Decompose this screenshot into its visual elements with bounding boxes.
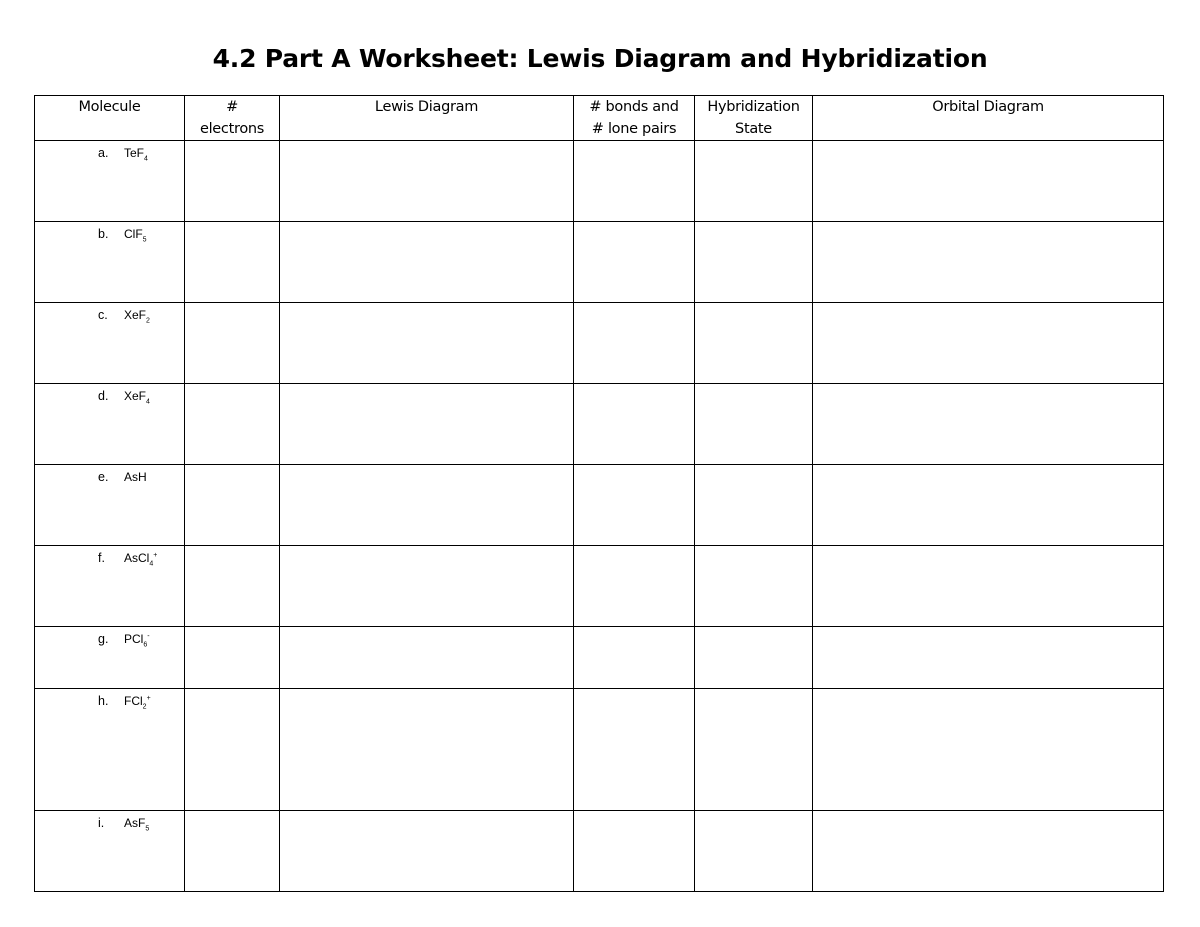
- table-row: [35, 384, 1164, 465]
- bonds-lone-pairs-cell[interactable]: [574, 303, 695, 384]
- item-letter: e.: [98, 470, 109, 484]
- orbital-diagram-cell[interactable]: [813, 141, 1164, 222]
- formula-subscript: 4: [146, 398, 150, 406]
- molecule-formula: ClF$_5$: [124, 227, 147, 244]
- hybridization-cell[interactable]: [695, 141, 813, 222]
- electrons-cell[interactable]: [185, 384, 280, 465]
- lewis-diagram-cell[interactable]: [280, 384, 574, 465]
- molecule-cell: [35, 303, 185, 384]
- table-row: [35, 627, 1164, 689]
- electrons-cell[interactable]: [185, 689, 280, 811]
- formula-charge: +: [146, 695, 151, 702]
- hybridization-cell[interactable]: [695, 546, 813, 627]
- molecule-cell: [35, 811, 185, 892]
- molecule-cell: [35, 546, 185, 627]
- bonds-lone-pairs-cell[interactable]: [574, 546, 695, 627]
- bonds-lone-pairs-cell[interactable]: [574, 141, 695, 222]
- header-lewis-diagram: Lewis Diagram: [280, 96, 574, 141]
- bonds-lone-pairs-cell[interactable]: [574, 465, 695, 546]
- hybridization-cell[interactable]: [695, 303, 813, 384]
- header-row: [35, 96, 1164, 141]
- formula-subscript: 5: [145, 825, 150, 833]
- hybridization-cell[interactable]: [695, 384, 813, 465]
- formula-subscript: 2: [142, 703, 147, 711]
- table-row: [35, 546, 1164, 627]
- molecule-formula: AsCl$_4$+: [124, 551, 158, 568]
- hybridization-cell[interactable]: [695, 689, 813, 811]
- formula-subscript: 4: [149, 560, 154, 568]
- table-row: [35, 811, 1164, 892]
- header-bonds-lone-pairs: # bonds and # lone pairs: [574, 96, 695, 141]
- hybridization-cell[interactable]: [695, 222, 813, 303]
- orbital-diagram-cell[interactable]: [813, 811, 1164, 892]
- electrons-cell[interactable]: [185, 627, 280, 689]
- bonds-lone-pairs-cell[interactable]: [574, 222, 695, 303]
- page-title: 4.2 Part A Worksheet: Lewis Diagram and Hybridization: [212, 44, 988, 73]
- molecule-cell: [35, 141, 185, 222]
- formula-subscript: 4: [144, 155, 148, 163]
- lewis-diagram-cell[interactable]: [280, 222, 574, 303]
- electrons-cell[interactable]: [185, 303, 280, 384]
- orbital-diagram-cell[interactable]: [813, 465, 1164, 546]
- item-letter: h.: [98, 694, 109, 708]
- bonds-lone-pairs-cell[interactable]: [574, 689, 695, 811]
- hybridization-cell[interactable]: [695, 465, 813, 546]
- electrons-cell[interactable]: [185, 546, 280, 627]
- molecule-formula: AsH: [124, 470, 147, 484]
- lewis-diagram-cell[interactable]: [280, 465, 574, 546]
- table-row: [35, 141, 1164, 222]
- orbital-diagram-cell[interactable]: [813, 546, 1164, 627]
- table-row: [35, 303, 1164, 384]
- molecule-cell: [35, 465, 185, 546]
- formula-charge: +: [153, 552, 158, 559]
- item-letter: g.: [98, 632, 109, 646]
- item-letter: a.: [98, 146, 109, 160]
- molecule-cell: [35, 222, 185, 303]
- bonds-lone-pairs-cell[interactable]: [574, 627, 695, 689]
- header-electrons: # electrons: [185, 96, 280, 141]
- lewis-diagram-cell[interactable]: [280, 141, 574, 222]
- header-orbital-diagram: Orbital Diagram: [813, 96, 1164, 141]
- molecule-formula: AsF$_5$: [124, 816, 150, 833]
- header-molecule: Molecule: [35, 96, 185, 141]
- formula-subscript: 6: [143, 641, 148, 649]
- electrons-cell[interactable]: [185, 222, 280, 303]
- lewis-diagram-cell[interactable]: [280, 303, 574, 384]
- electrons-cell[interactable]: [185, 141, 280, 222]
- item-letter: c.: [98, 308, 108, 322]
- orbital-diagram-cell[interactable]: [813, 303, 1164, 384]
- lewis-diagram-cell[interactable]: [280, 627, 574, 689]
- lewis-diagram-cell[interactable]: [280, 546, 574, 627]
- header-hybridization-state: Hybridization State: [695, 96, 813, 141]
- lewis-diagram-cell[interactable]: [280, 689, 574, 811]
- item-letter: i.: [98, 816, 105, 830]
- table-row: [35, 689, 1164, 811]
- orbital-diagram-cell[interactable]: [813, 627, 1164, 689]
- formula-subscript: 2: [146, 317, 150, 325]
- molecule-formula: PCl$_6$-: [124, 632, 150, 649]
- orbital-diagram-cell[interactable]: [813, 384, 1164, 465]
- hybridization-cell[interactable]: [695, 811, 813, 892]
- item-letter: b.: [98, 227, 109, 241]
- item-letter: d.: [98, 389, 109, 403]
- lewis-diagram-cell[interactable]: [280, 811, 574, 892]
- bonds-lone-pairs-cell[interactable]: [574, 811, 695, 892]
- bonds-lone-pairs-cell[interactable]: [574, 384, 695, 465]
- molecule-formula: XeF$_2$: [124, 308, 150, 325]
- item-letter: f.: [98, 551, 105, 565]
- worksheet-table: [34, 95, 1164, 892]
- molecule-cell: [35, 627, 185, 689]
- electrons-cell[interactable]: [185, 465, 280, 546]
- formula-charge: -: [147, 633, 150, 640]
- formula-subscript: 5: [142, 236, 147, 244]
- molecule-formula: TeF$_4$: [124, 146, 148, 163]
- orbital-diagram-cell[interactable]: [813, 689, 1164, 811]
- table-row: [35, 465, 1164, 546]
- molecule-cell: [35, 384, 185, 465]
- molecule-formula: FCl$_2$+: [124, 694, 151, 711]
- molecule-formula: XeF$_4$: [124, 389, 150, 406]
- molecule-cell: [35, 689, 185, 811]
- table-row: [35, 222, 1164, 303]
- orbital-diagram-cell[interactable]: [813, 222, 1164, 303]
- electrons-cell[interactable]: [185, 811, 280, 892]
- hybridization-cell[interactable]: [695, 627, 813, 689]
